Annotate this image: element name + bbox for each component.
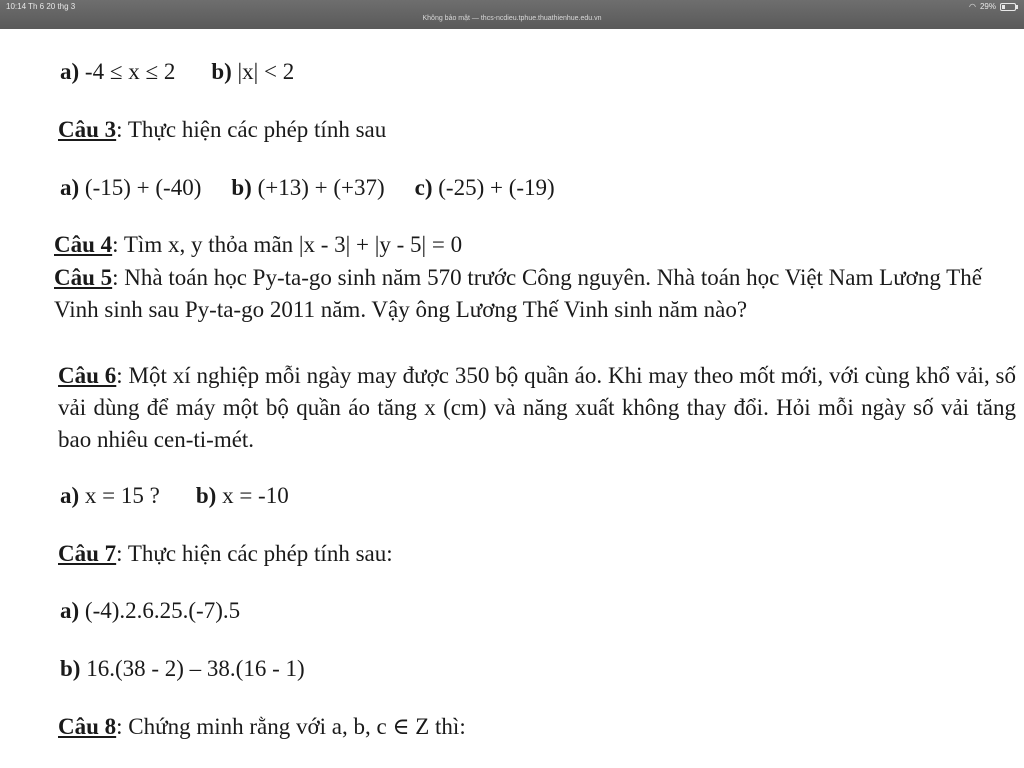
question-label: Câu 7 bbox=[58, 541, 117, 566]
part-label: a) bbox=[60, 175, 80, 200]
wifi-icon: ◠ bbox=[969, 2, 976, 11]
battery-percent: 29% bbox=[979, 2, 996, 11]
address-bar-url[interactable]: Không bảo mật — thcs-ncdieu.tphue.thuathienhue.edu.vn bbox=[422, 15, 602, 22]
question-8 bbox=[58, 713, 466, 741]
question-7 bbox=[58, 540, 393, 568]
question-text: : Tìm x, y thỏa mãn |x - 3| + |y - 5| = 0 bbox=[112, 232, 463, 257]
part-text: |x| < 2 bbox=[231, 59, 295, 84]
question-text: : Thực hiện các phép tính sau bbox=[116, 117, 387, 142]
part-text: x = 15 ? bbox=[79, 483, 160, 508]
part-text: (-15) + (-40) bbox=[79, 175, 202, 200]
part-label: a) bbox=[60, 483, 80, 508]
part-label: a) bbox=[60, 598, 80, 623]
part-label: a) bbox=[60, 59, 80, 84]
question-7-part-b bbox=[60, 655, 305, 683]
part-text: 16.(38 - 2) – 38.(16 - 1) bbox=[80, 656, 305, 681]
part-text: (-4).2.6.25.(-7).5 bbox=[79, 598, 241, 623]
question-7-part-a bbox=[60, 597, 240, 625]
question-3-parts bbox=[60, 174, 555, 202]
question-5 bbox=[54, 262, 984, 326]
question-6 bbox=[58, 360, 1016, 456]
question-label: Câu 3 bbox=[58, 117, 117, 142]
question-label: Câu 5 bbox=[54, 265, 113, 290]
question-text: : Một xí nghiệp mỗi ngày may được 350 bộ quần áo. Khi may theo mốt mới, với cùng khổ vải, số vải dùng để máy một bộ quần áo tăng x (cm) và năng xuất không thay đổi. Hỏi mỗi ngày số vải tăng bao nhiêu cen-ti-mét. bbox=[58, 363, 1017, 452]
part-label: b) bbox=[195, 483, 217, 508]
question-label: Câu 6 bbox=[58, 363, 117, 388]
part-text: (-25) + (-19) bbox=[432, 175, 555, 200]
question-label: Câu 4 bbox=[54, 232, 113, 257]
part-label: b) bbox=[231, 175, 252, 200]
question-3 bbox=[58, 116, 386, 144]
part-label: b) bbox=[211, 59, 232, 84]
question-text: : Thực hiện các phép tính sau: bbox=[116, 541, 393, 566]
question-text: : Chứng minh rằng với a, b, c ∈ Z thì: bbox=[116, 714, 466, 739]
question-4 bbox=[54, 231, 462, 259]
question-text: : Nhà toán học Py-ta-go sinh năm 570 trước Công nguyên. Nhà toán học Việt Nam Lương Thế Vinh sinh sau Py-ta-go 2011 năm. Vậy ông Lương Thế Vinh sinh năm nào? bbox=[54, 265, 982, 322]
question-6-parts bbox=[60, 482, 289, 510]
question-label: Câu 8 bbox=[58, 714, 117, 739]
status-time: 10:14 Th 6 20 thg 3 bbox=[6, 2, 76, 11]
part-text: x = -10 bbox=[216, 483, 289, 508]
part-label: b) bbox=[60, 656, 81, 681]
part-label: c) bbox=[414, 175, 433, 200]
part-text: (+13) + (+37) bbox=[251, 175, 385, 200]
part-text: -4 ≤ x ≤ 2 bbox=[79, 59, 176, 84]
line-1 bbox=[60, 58, 294, 86]
